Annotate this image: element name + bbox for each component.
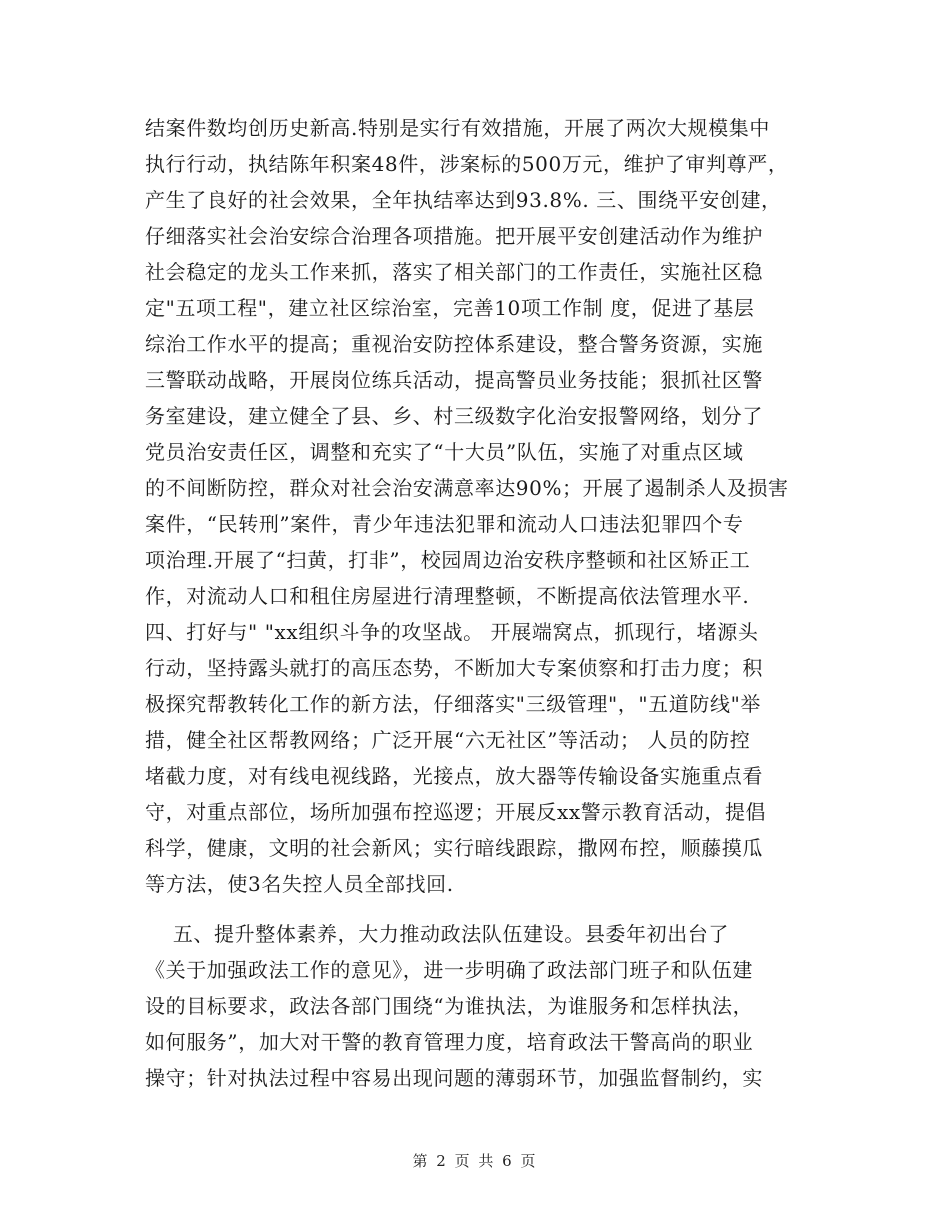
text-line: 三警联动战略，开展岗位练兵活动，提高警员业务技能；狠抓社区警 [145,368,763,392]
text-line: 设的目标要求，政法各部门围绕“为谁执法，为谁服务和怎样执法， [145,994,754,1018]
text-line: 操守；针对执法过程中容易出现问题的薄弱环节，加强监督制约，实 [145,1066,763,1090]
text-line: 如何服务”，加大对干警的教育管理力度，培育政法干警高尚的职业 [145,1030,754,1054]
page-number-footer: 第 2 页 共 6 页 [412,1152,538,1170]
text-line: 堵截力度，对有线电视线路，光接点，放大器等传输设备实施重点看 [145,764,763,788]
text-line: 的不间断防控，群众对社会治安满意率达90%；开展了遏制杀人及损害 [145,476,789,500]
text-line: 结案件数均创历史新高.特别是实行有效措施，开展了两次大规模集中 [145,116,770,140]
text-line: 措，健全社区帮教网络；广泛开展“六无社区”等活动； 人员的防控 [145,728,751,752]
text-line: 五、提升整体素养，大力推动政法队伍建设。县委年初出台了 [145,922,730,946]
text-line: 定"五项工程"，建立社区综治室，完善10项工作制 度，促进了基层 [145,296,755,320]
text-line: 《关于加强政法工作的意见》，进一步明确了政法部门班子和队伍建 [145,958,753,982]
text-line: 极探究帮教转化工作的新方法，仔细落实"三级管理"，"五道防线"举 [145,692,761,716]
text-line: 社会稳定的龙头工作来抓，落实了相关部门的工作责任，实施社区稳 [145,260,763,284]
text-line: 案件，“民转刑”案件，青少年违法犯罪和流动人口违法犯罪四个专 [145,512,744,536]
text-line: 行动，坚持露头就打的高压态势，不断加大专案侦察和打击力度；积 [145,656,763,680]
text-line: 作，对流动人口和租住房屋进行清理整顿，不断提高依法管理水平. [145,584,750,608]
text-line: 综治工作水平的提高；重视治安防控体系建设，整合警务资源，实施 [145,332,763,356]
text-line: 等方法，使3名失控人员全部找回. [145,872,454,896]
text-line: 执行行动，执结陈年积案48件，涉案标的500万元，维护了审判尊严， [145,152,789,176]
text-line: 守，对重点部位，场所加强布控巡逻；开展反xx警示教育活动，提倡 [145,800,767,824]
text-line: 项治理.开展了“扫黄，打非”，校园周边治安秩序整顿和社区矫正工 [145,548,751,572]
text-line: 仔细落实社会治安综合治理各项措施。把开展平安创建活动作为维护 [145,224,763,248]
text-line: 务室建设，建立健全了县、乡、村三级数字化治安报警网络，划分了 [145,404,763,428]
text-line: 产生了良好的社会效果，全年执结率达到93.8%. 三、围绕平安创建， [145,188,782,212]
text-line: 党员治安责任区，调整和充实了“十大员”队伍，实施了对重点区域 [145,440,744,464]
text-line: 四、打好与" "xx组织斗争的攻坚战。 开展端窝点，抓现行，堵源头 [145,620,759,644]
text-line: 科学，健康，文明的社会新风；实行暗线跟踪，撒网布控，顺藤摸瓜 [145,836,763,860]
